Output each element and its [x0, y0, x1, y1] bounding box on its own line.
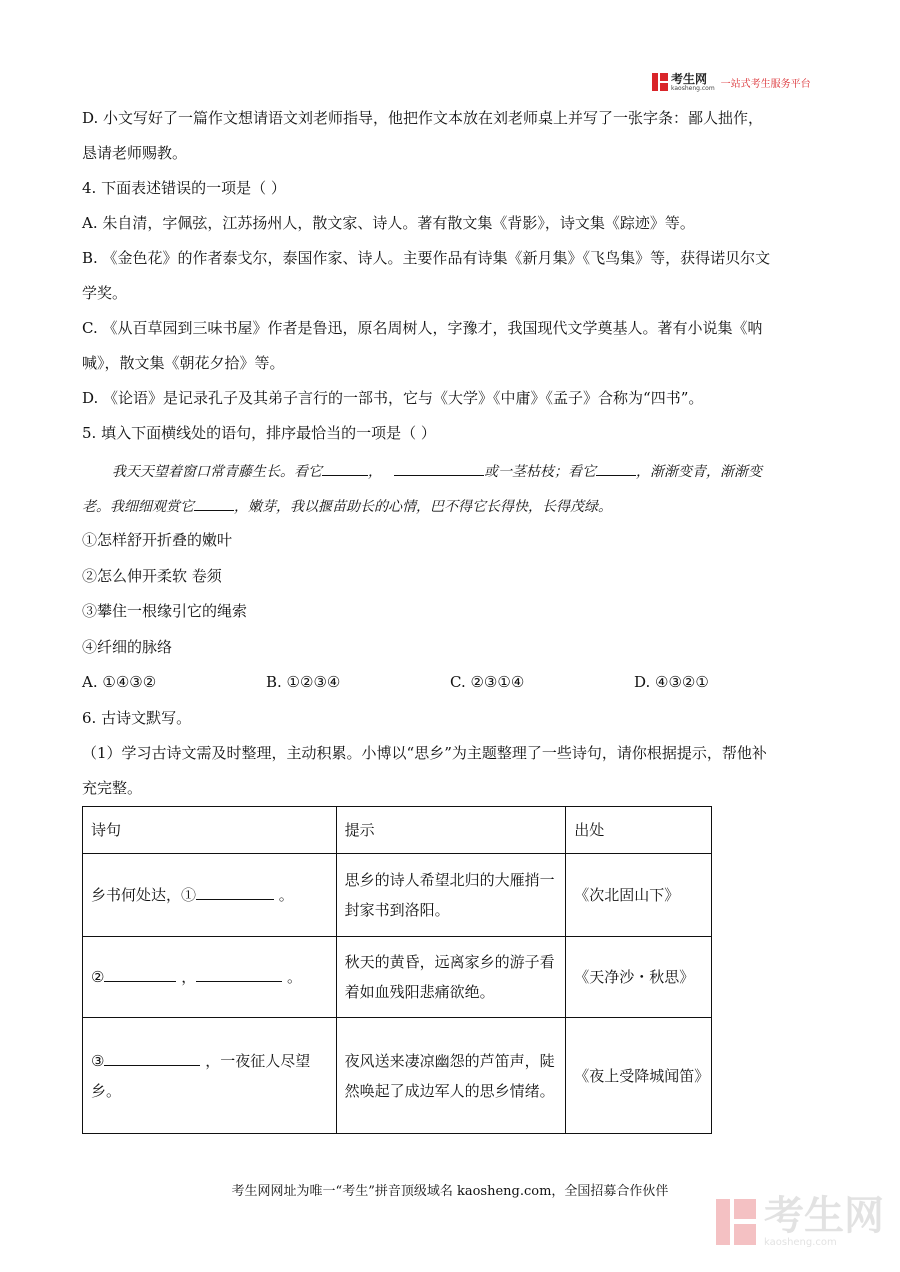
q5-passage-text: 老。我细细观赏它 — [82, 499, 194, 515]
q5-passage-text: ，渐渐变青，渐渐变 — [636, 464, 762, 480]
answer-blank — [196, 965, 282, 982]
watermark-text — [764, 1193, 884, 1248]
logo-text — [671, 73, 715, 92]
verse-cell — [83, 1018, 337, 1134]
watermark-logo — [716, 1193, 884, 1248]
verse-text: 。 — [282, 968, 303, 986]
q5-option-d: D. ④③②① — [634, 673, 709, 691]
answer-blank — [394, 460, 484, 476]
q6-stem: 6. 古诗文默写。 — [82, 709, 192, 727]
hint-cell: 秋天的黄昏，远离家乡的游子看着如血残阳悲痛欲绝。 — [336, 937, 566, 1018]
table-row — [83, 937, 712, 1018]
q5-option-c: C. ②③①④ — [450, 673, 525, 691]
table-header-row — [83, 807, 712, 854]
verse-text: ，一夜征人尽望乡。 — [91, 1051, 311, 1100]
verse-text: ② — [91, 968, 105, 986]
table-header-source: 出处 — [566, 807, 712, 854]
q4-option-d: D. 《论语》是记录孔子及其弟子言行的一部书，它与《大学》《中庸》《孟子》合称为“四书”。 — [82, 389, 704, 407]
q4-stem: 4. 下面表述错误的一项是（ ） — [82, 179, 286, 197]
q5-passage-text: ，嫩芽，我以揠苗助长的心情，巴不得它长得快，长得茂绿。 — [234, 499, 612, 515]
source-cell: 《夜上受降城闻笛》 — [566, 1018, 712, 1134]
table-header-hint: 提示 — [336, 807, 566, 854]
hint-cell: 思乡的诗人希望北归的大雁捎一封家书到洛阳。 — [336, 854, 566, 937]
q5-option-a: A. ①④③② — [82, 673, 157, 691]
q3-option-d-line1: D. 小文写好了一篇作文想请语文刘老师指导，他把作文本放在刘老师桌上并写了一张字条：鄙人拙作， — [82, 109, 764, 127]
page-footer: 考生网网址为唯一“考生”拼音顶级域名 kaosheng.com，全国招募合作伙伴 — [231, 1184, 669, 1199]
q4-option-b-line2: 学奖。 — [82, 284, 128, 302]
poetry-table — [82, 806, 712, 1134]
q5-passage-text: 我天天望着窗口常青藤生长。看它 — [112, 464, 322, 480]
hint-cell: 夜风送来凄凉幽怨的芦笛声，陡然唤起了成边军人的思乡情绪。 — [336, 1018, 566, 1134]
logo-domain: kaosheng.com — [671, 84, 715, 92]
verse-text: ， — [176, 968, 197, 986]
q4-option-a: A. 朱自清，字佩弦，江苏扬州人，散文家、诗人。著有散文集《背影》，诗文集《踪迹》等。 — [82, 214, 695, 232]
logo-name: 考生网 — [671, 71, 708, 86]
q5-stem: 5. 填入下面横线处的语句，排序最恰当的一项是（ ） — [82, 424, 436, 442]
answer-blank — [104, 1049, 200, 1066]
verse-text: 。 — [274, 886, 294, 904]
source-cell: 《次北固山下》 — [566, 854, 712, 937]
q3-option-d-line2: 恳请老师赐教。 — [82, 144, 188, 162]
watermark-name: 考生网 — [764, 1193, 884, 1239]
q6-1-line1: （1）学习古诗文需及时整理，主动积累。小博以“思乡”为主题整理了一些诗句，请你根据提示，帮他补 — [82, 744, 767, 762]
watermark-domain: kaosheng.com — [764, 1237, 837, 1248]
kaosheng-logo-icon — [652, 73, 668, 91]
q4-option-c-line1: C. 《从百草园到三味书屋》作者是鲁迅，原名周树人，字豫才，我国现代文学奠基人。著有小说集《呐 — [82, 319, 763, 337]
answer-blank — [322, 460, 368, 476]
q5-passage-text: ， — [368, 464, 382, 480]
verse-text: 乡书何处达，① — [91, 886, 197, 904]
answer-blank — [196, 883, 274, 900]
q5-item-2: ②怎么伸开柔软 卷须 — [82, 567, 222, 585]
verse-text: ③ — [91, 1051, 105, 1070]
q6-1-line2: 充完整。 — [82, 779, 143, 797]
answer-blank — [104, 965, 176, 982]
header-logo — [652, 70, 811, 94]
q5-item-3: ③攀住一根缘引它的绳索 — [82, 602, 248, 620]
verse-cell — [83, 854, 337, 937]
table-row — [83, 854, 712, 937]
q4-option-c-line2: 喊》，散文集《朝花夕拾》等。 — [82, 354, 285, 372]
answer-blank — [596, 460, 636, 476]
q5-passage-line1 — [112, 460, 762, 482]
table-header-verse: 诗句 — [83, 807, 337, 854]
q5-item-1: ①怎样舒开折叠的嫩叶 — [82, 531, 233, 549]
q5-passage-text: 或一茎枯枝；看它 — [484, 464, 596, 480]
q5-option-b: B. ①②③④ — [266, 673, 341, 691]
logo-slogan: 一站式考生服务平台 — [720, 78, 811, 90]
verse-cell — [83, 937, 337, 1018]
kaosheng-watermark-icon — [716, 1199, 756, 1245]
q4-option-b-line1: B. 《金色花》的作者泰戈尔，泰国作家、诗人。主要作品有诗集《新月集》《飞鸟集》等，获得诺贝尔文 — [82, 249, 771, 267]
q5-item-4: ④纤细的脉络 — [82, 638, 173, 656]
q5-passage-line2 — [82, 495, 612, 517]
answer-blank — [194, 495, 234, 511]
table-row — [83, 1018, 712, 1134]
source-cell: 《天净沙・秋思》 — [566, 937, 712, 1018]
